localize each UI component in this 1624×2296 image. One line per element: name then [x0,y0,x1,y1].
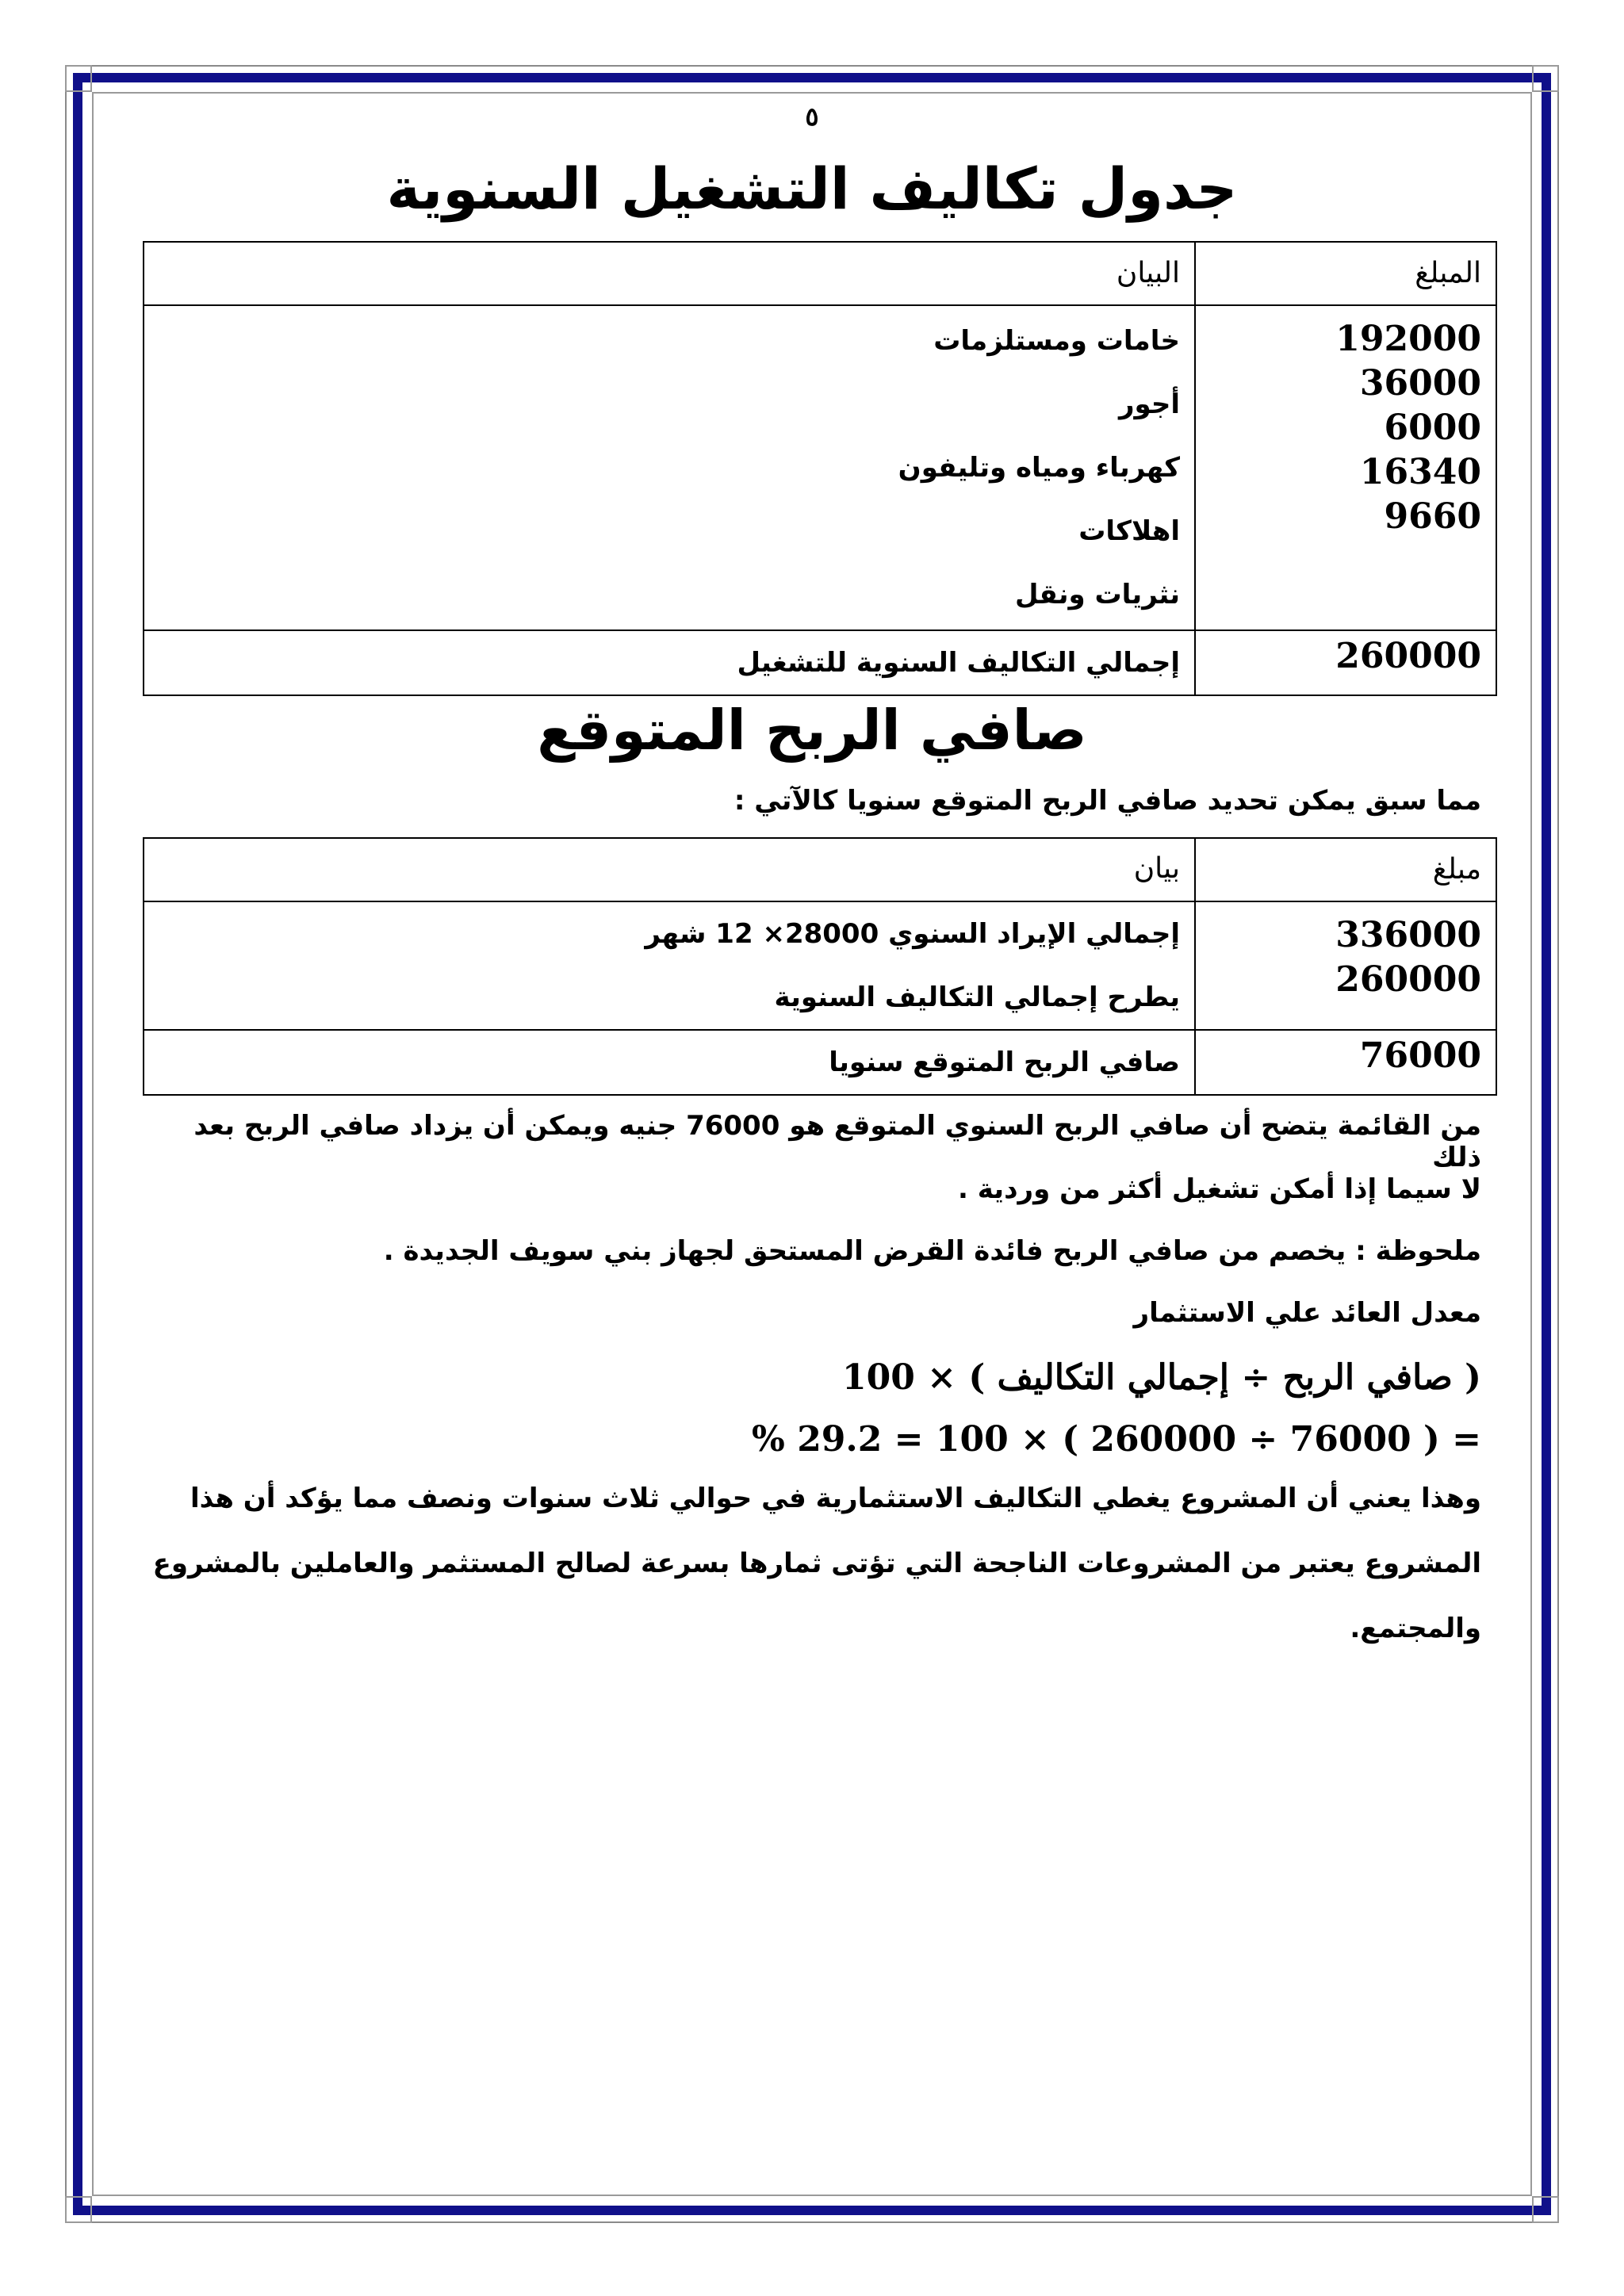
amount-value: 6000 [1384,408,1481,448]
roi-calculation-text: = ( 76000 ÷ 260000 ) × 100 = 29.2 % [752,1419,1481,1460]
amount-value: 192000 [1335,319,1481,359]
amount-value: 336000 [1335,915,1481,955]
border-corner-top-right [1532,65,1559,92]
summary-line-2: لا سيما إذا أمكن تشغيل أكثر من وردية . [957,1173,1481,1205]
table-header-row [144,242,1496,305]
profit-item: يطرح إجمالي التكاليف السنوية [774,982,1180,1013]
cost-item: نثريات ونقل [1014,579,1180,610]
conclusion-line-1: وهذا يعني أن المشروع يغطي التكاليف الاستثمارية في حوالي ثلاث سنوات ونصف مما يؤكد أن هذا [190,1483,1481,1514]
table-row [144,305,1496,630]
amount-value: 16340 [1359,452,1481,492]
total-label: صافي الربح المتوقع سنويا [144,1030,1195,1095]
roi-label: معدل العائد علي الاستثمار [1133,1297,1481,1329]
operating-costs-table [143,241,1497,696]
profit-table [143,837,1497,1096]
amounts-cell [1195,305,1496,630]
costs-title: جدول تكاليف التشغيل السنوية [386,155,1238,222]
cost-item: كهرباء ومياه وتليفون [898,452,1180,484]
conclusion-line-2: المشروع يعتبر من المشروعات الناجحة التي تؤتى ثمارها بسرعة لصالح المستثمر والعاملين بالمشروع [152,1548,1481,1579]
profit-item: إجمالي الإيراد السنوي 28000× 12 شهر [645,918,1180,950]
conclusion-line-3: والمجتمع. [1350,1613,1481,1644]
table-row [144,901,1496,1030]
amount-value: 260000 [1335,959,1481,1000]
header-amount: مبلغ [1195,838,1496,901]
cost-item: خامات ومستلزمات [933,325,1180,357]
roi-formula [143,1357,1481,1398]
total-amount: 260000 [1195,630,1496,695]
amount-value: 9660 [1384,496,1481,537]
header-amount: المبلغ [1195,242,1496,305]
cost-item: أجور [1118,388,1180,420]
roi-calculation [143,1419,1481,1460]
profit-intro: مما سبق يمكن تحديد صافي الربح المتوقع سنويا كالآتي : [733,785,1481,817]
cost-item: اهلاكات [1078,515,1180,547]
table-total-row [144,630,1496,695]
amount-value: 36000 [1359,363,1481,404]
header-description: البيان [144,242,1195,305]
items-cell [144,901,1195,1030]
header-description: بيان [144,838,1195,901]
summary-line-1: من القائمة يتضح أن صافي الربح السنوي المتوقع هو 76000 جنيه ويمكن أن يزداد صافي الربح بعد ذلك [193,1110,1481,1173]
border-corner-bottom-left [65,2196,92,2223]
amounts-cell [1195,901,1496,1030]
border-corner-bottom-right [1532,2196,1559,2223]
roi-formula-text: ( صافي الربح ÷ إجمالي التكاليف ) × 100 [842,1357,1481,1398]
items-cell [144,305,1195,630]
total-amount: 76000 [1195,1030,1496,1095]
profit-title: صافي الربح المتوقع [537,698,1087,763]
table-total-row [144,1030,1496,1095]
page-number: ٥ [805,101,819,132]
note-text: ملحوظة : يخصم من صافي الربح فائدة القرض المستحق لجهاز بني سويف الجديدة . [383,1235,1481,1267]
table-header-row [144,838,1496,901]
total-label: إجمالي التكاليف السنوية للتشغيل [144,630,1195,695]
border-corner-top-left [65,65,92,92]
